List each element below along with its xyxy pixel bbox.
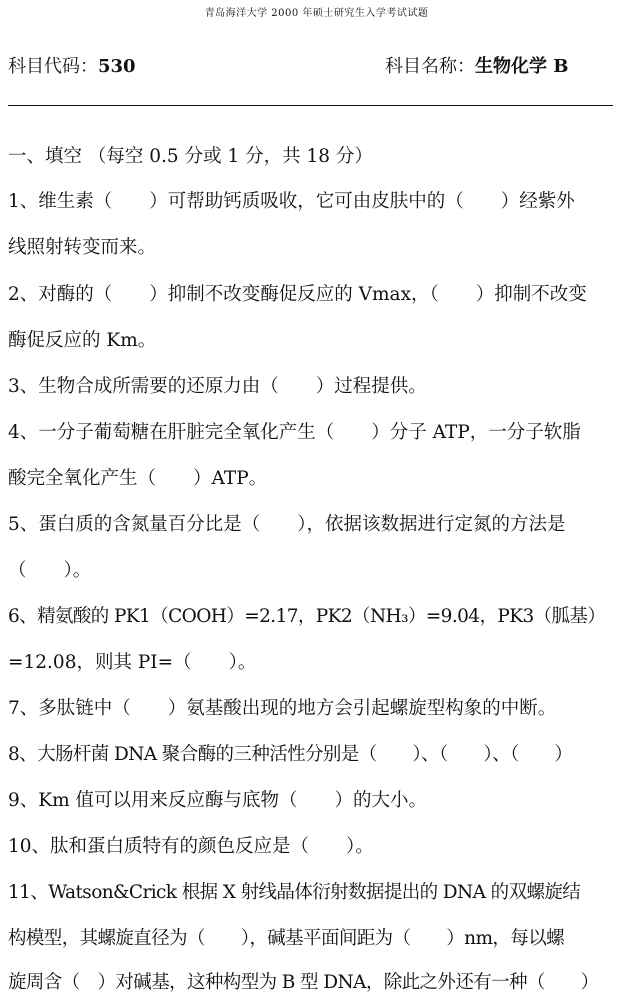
section-heading: 一、填空 （每空 0.5 分或 1 分，共 18 分） <box>8 146 373 167</box>
question-line: 1、维生素（ ）可帮助钙质吸收，它可由皮肤中的（ ）经紫外 <box>8 191 575 212</box>
question-line: 3、生物合成所需要的还原力由（ ）过程提供。 <box>8 376 427 397</box>
subject-name-value: 生物化学 B <box>475 56 569 77</box>
subject-code <box>8 52 136 78</box>
question-line: 6、精氨酸的 PK1（COOH）=2.17，PK2（NH₃）=9.04，PK3（胍基） <box>8 606 606 627</box>
subject-name <box>385 52 568 78</box>
question-line: 7、多肽链中（ ）氨基酸出现的地方会引起螺旋型构象的中断。 <box>8 698 557 719</box>
question-line: 酸完全氧化产生（ ）ATP。 <box>8 468 268 489</box>
question-line: （ ）。 <box>8 560 92 581</box>
subject-code-value: 530 <box>98 56 136 77</box>
question-line: 2、对酶的（ ）抑制不改变酶促反应的 Vmax，（ ）抑制不改变 <box>8 284 587 305</box>
question-line: 旋周含（ ）对碱基，这种构型为 B 型 DNA，除此之外还有一种（ ） <box>8 972 599 993</box>
question-line: 4、一分子葡萄糖在肝脏完全氧化产生（ ）分子 ATP，一分子软脂 <box>8 422 581 443</box>
question-line: 线照射转变而来。 <box>8 237 157 258</box>
question-line: 8、大肠杆菌 DNA 聚合酶的三种活性分别是（ ）、（ ）、（ ） <box>8 744 573 765</box>
question-line: 构模型，其螺旋直径为（ ），碱基平面间距为（ ）nm，每以螺 <box>8 928 565 949</box>
exam-title: 青岛海洋大学 2000 年硕士研究生入学考试试题 <box>204 8 429 19</box>
question-line: 10、肽和蛋白质特有的颜色反应是（ ）。 <box>8 836 374 857</box>
subject-code-label: 科目代码： <box>8 56 98 77</box>
question-line: 酶促反应的 Km。 <box>8 330 157 351</box>
question-line: =12.08，则其 PI=（ ）。 <box>8 652 257 673</box>
question-line: 9、Km 值可以用来反应酶与底物（ ）的大小。 <box>8 790 428 811</box>
header-divider <box>8 105 613 106</box>
question-line: 5、蛋白质的含氮量百分比是（ ），依据该数据进行定氮的方法是 <box>8 514 566 535</box>
subject-name-label: 科目名称： <box>385 56 475 77</box>
question-line: 11、Watson&Crick 根据 X 射线晶体衍射数据提出的 DNA 的双螺旋结 <box>8 882 581 903</box>
